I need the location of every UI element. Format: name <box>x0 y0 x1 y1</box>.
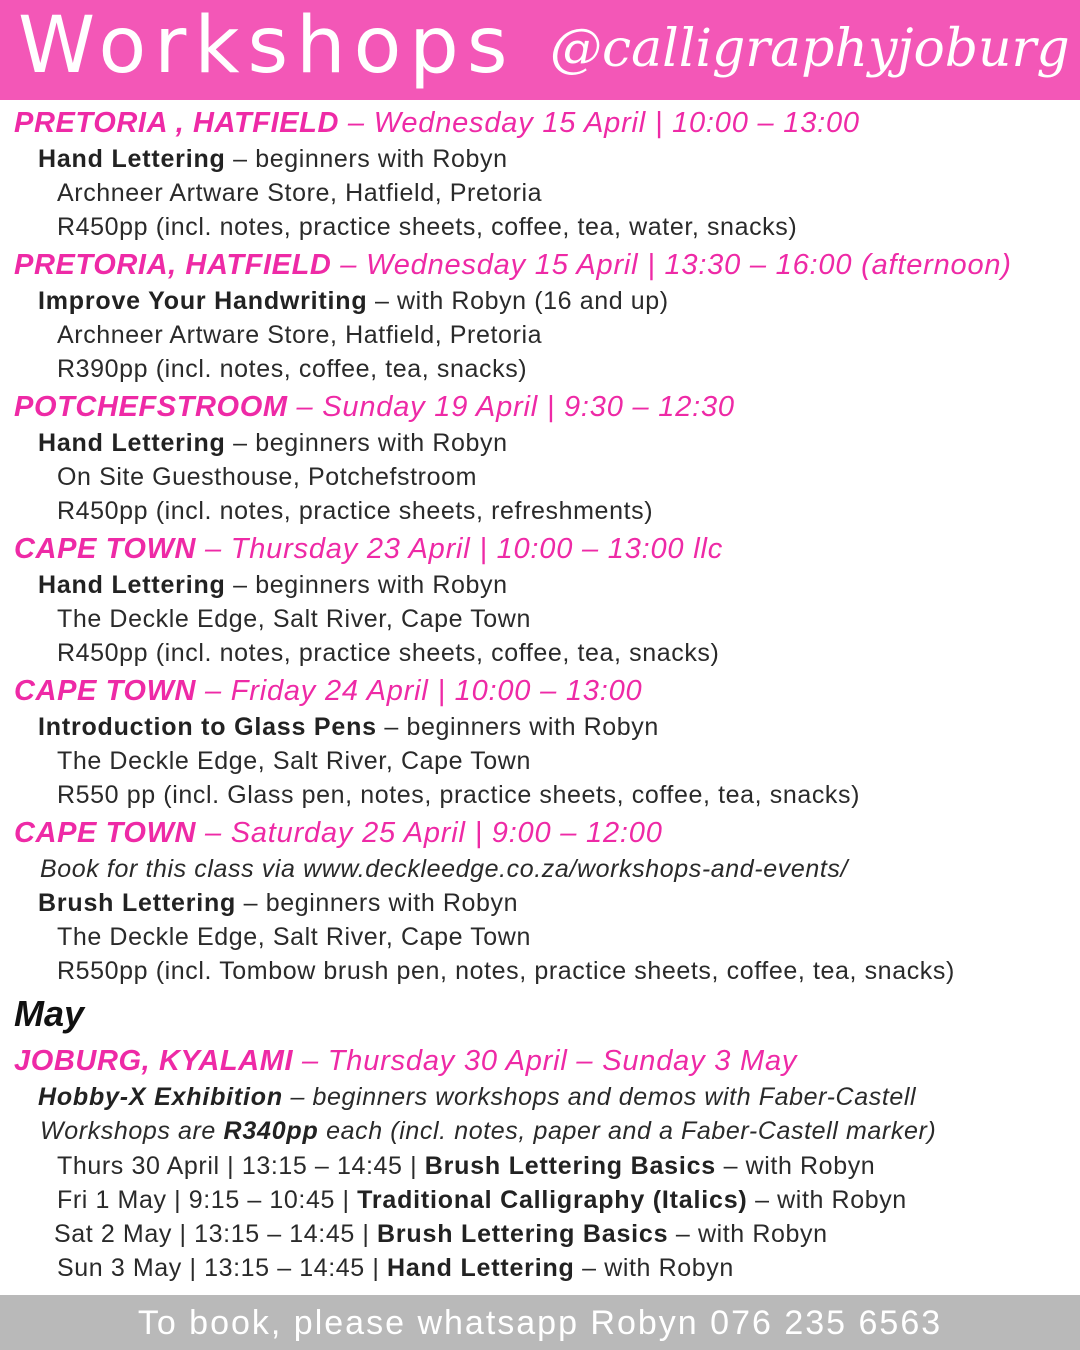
price-prefix: Workshops are <box>40 1117 224 1145</box>
course-detail: – beginners with Robyn <box>225 429 508 457</box>
course-name: Brush Lettering <box>38 889 237 917</box>
event-heading <box>14 530 723 568</box>
footer-bar <box>0 1295 1080 1350</box>
booking-contact: To book, please whatsapp Robyn 076 235 6563 <box>137 1304 943 1342</box>
event-heading <box>14 672 642 710</box>
price-suffix: each (incl. notes, paper and a Faber-Castell marker) <box>318 1117 937 1145</box>
event-price: R390pp (incl. notes, coffee, tea, snacks) <box>57 355 528 383</box>
session-course: Brush Lettering Basics <box>424 1152 717 1180</box>
event-datetime: – Saturday 25 April | 9:00 – 12:00 <box>196 817 663 849</box>
session-course: Brush Lettering Basics <box>377 1220 669 1248</box>
event-heading <box>14 388 735 426</box>
event-venue: Archneer Artware Store, Hatfield, Pretoria <box>57 321 543 349</box>
course-name: Hand Lettering <box>38 571 226 599</box>
session-course: Hand Lettering <box>387 1254 575 1282</box>
event-location: PRETORIA , HATFIELD <box>14 107 340 139</box>
course-detail: – beginners with Robyn <box>225 145 508 173</box>
page-title: Workshops <box>18 1 516 91</box>
course-detail: – beginners with Robyn <box>225 571 508 599</box>
session-row <box>57 1251 734 1285</box>
month-heading: May <box>14 993 85 1034</box>
event-course <box>38 886 518 920</box>
event-datetime: – Thursday 30 April – Sunday 3 May <box>293 1045 798 1077</box>
event-price: R550 pp (incl. Glass pen, notes, practice sheets, coffee, tea, snacks) <box>57 781 861 809</box>
session-row <box>54 1217 828 1251</box>
exhibition-name: Hobby-X Exhibition <box>38 1083 283 1111</box>
event-datetime: – Sunday 19 April | 9:30 – 12:30 <box>287 391 735 423</box>
exhibition-detail: – beginners workshops and demos with Faber-Castell <box>282 1083 917 1111</box>
event-heading <box>14 246 1012 284</box>
event-location: CAPE TOWN <box>14 817 197 849</box>
event-venue: Archneer Artware Store, Hatfield, Pretoria <box>57 179 543 207</box>
session-course: Traditional Calligraphy (Italics) <box>357 1186 748 1214</box>
session-detail: – with Robyn <box>574 1254 734 1282</box>
booking-note: Book for this class via www.deckleedge.co.za/workshops-and-events/ <box>40 855 849 883</box>
exhibition-price-line <box>40 1114 936 1148</box>
event-course <box>38 142 508 176</box>
event-price: R450pp (incl. notes, practice sheets, refreshments) <box>57 497 654 525</box>
event-course <box>38 710 659 744</box>
session-time: Sat 2 May | 13:15 – 14:45 | <box>54 1220 378 1248</box>
session-time: Fri 1 May | 9:15 – 10:45 | <box>57 1186 358 1214</box>
event-datetime: – Wednesday 15 April | 10:00 – 13:00 <box>339 107 860 139</box>
session-detail: – with Robyn <box>668 1220 828 1248</box>
event-datetime: – Thursday 23 April | 10:00 – 13:00 llc <box>196 533 724 565</box>
exhibition-price: R340pp <box>223 1117 319 1145</box>
event-datetime: – Wednesday 15 April | 13:30 – 16:00 (afternoon) <box>331 249 1012 281</box>
event-course <box>38 284 669 318</box>
course-name: Improve Your Handwriting <box>38 287 368 315</box>
event-datetime: – Friday 24 April | 10:00 – 13:00 <box>196 675 643 707</box>
course-detail: – with Robyn (16 and up) <box>367 287 669 315</box>
event-course <box>38 568 508 602</box>
event-location: CAPE TOWN <box>14 533 197 565</box>
session-time: Thurs 30 April | 13:15 – 14:45 | <box>57 1152 425 1180</box>
event-price: R450pp (incl. notes, practice sheets, coffee, tea, snacks) <box>57 639 720 667</box>
event-heading <box>14 104 860 142</box>
event-price: R550pp (incl. Tombow brush pen, notes, practice sheets, coffee, tea, snacks) <box>57 957 955 985</box>
event-heading <box>14 814 663 852</box>
session-time: Sun 3 May | 13:15 – 14:45 | <box>57 1254 387 1282</box>
session-row <box>57 1149 875 1183</box>
header-banner <box>0 0 1080 100</box>
event-venue: The Deckle Edge, Salt River, Cape Town <box>57 923 531 951</box>
course-detail: – beginners with Robyn <box>236 889 519 917</box>
course-name: Introduction to Glass Pens <box>38 713 377 741</box>
social-handle: @calligraphyjoburg <box>550 19 1070 79</box>
event-course <box>38 426 508 460</box>
exhibition-line <box>38 1080 916 1114</box>
event-location: PRETORIA, HATFIELD <box>14 249 332 281</box>
event-price: R450pp (incl. notes, practice sheets, coffee, tea, water, snacks) <box>57 213 798 241</box>
course-name: Hand Lettering <box>38 145 226 173</box>
event-location: POTCHEFSTROOM <box>14 391 288 423</box>
event-location: CAPE TOWN <box>14 675 197 707</box>
event-location: JOBURG, KYALAMI <box>14 1045 294 1077</box>
session-row <box>57 1183 907 1217</box>
event-heading <box>14 1042 797 1080</box>
course-name: Hand Lettering <box>38 429 226 457</box>
session-detail: – with Robyn <box>716 1152 876 1180</box>
event-venue: The Deckle Edge, Salt River, Cape Town <box>57 747 531 775</box>
event-venue: On Site Guesthouse, Potchefstroom <box>57 463 478 491</box>
course-detail: – beginners with Robyn <box>376 713 659 741</box>
event-venue: The Deckle Edge, Salt River, Cape Town <box>57 605 531 633</box>
session-detail: – with Robyn <box>747 1186 907 1214</box>
